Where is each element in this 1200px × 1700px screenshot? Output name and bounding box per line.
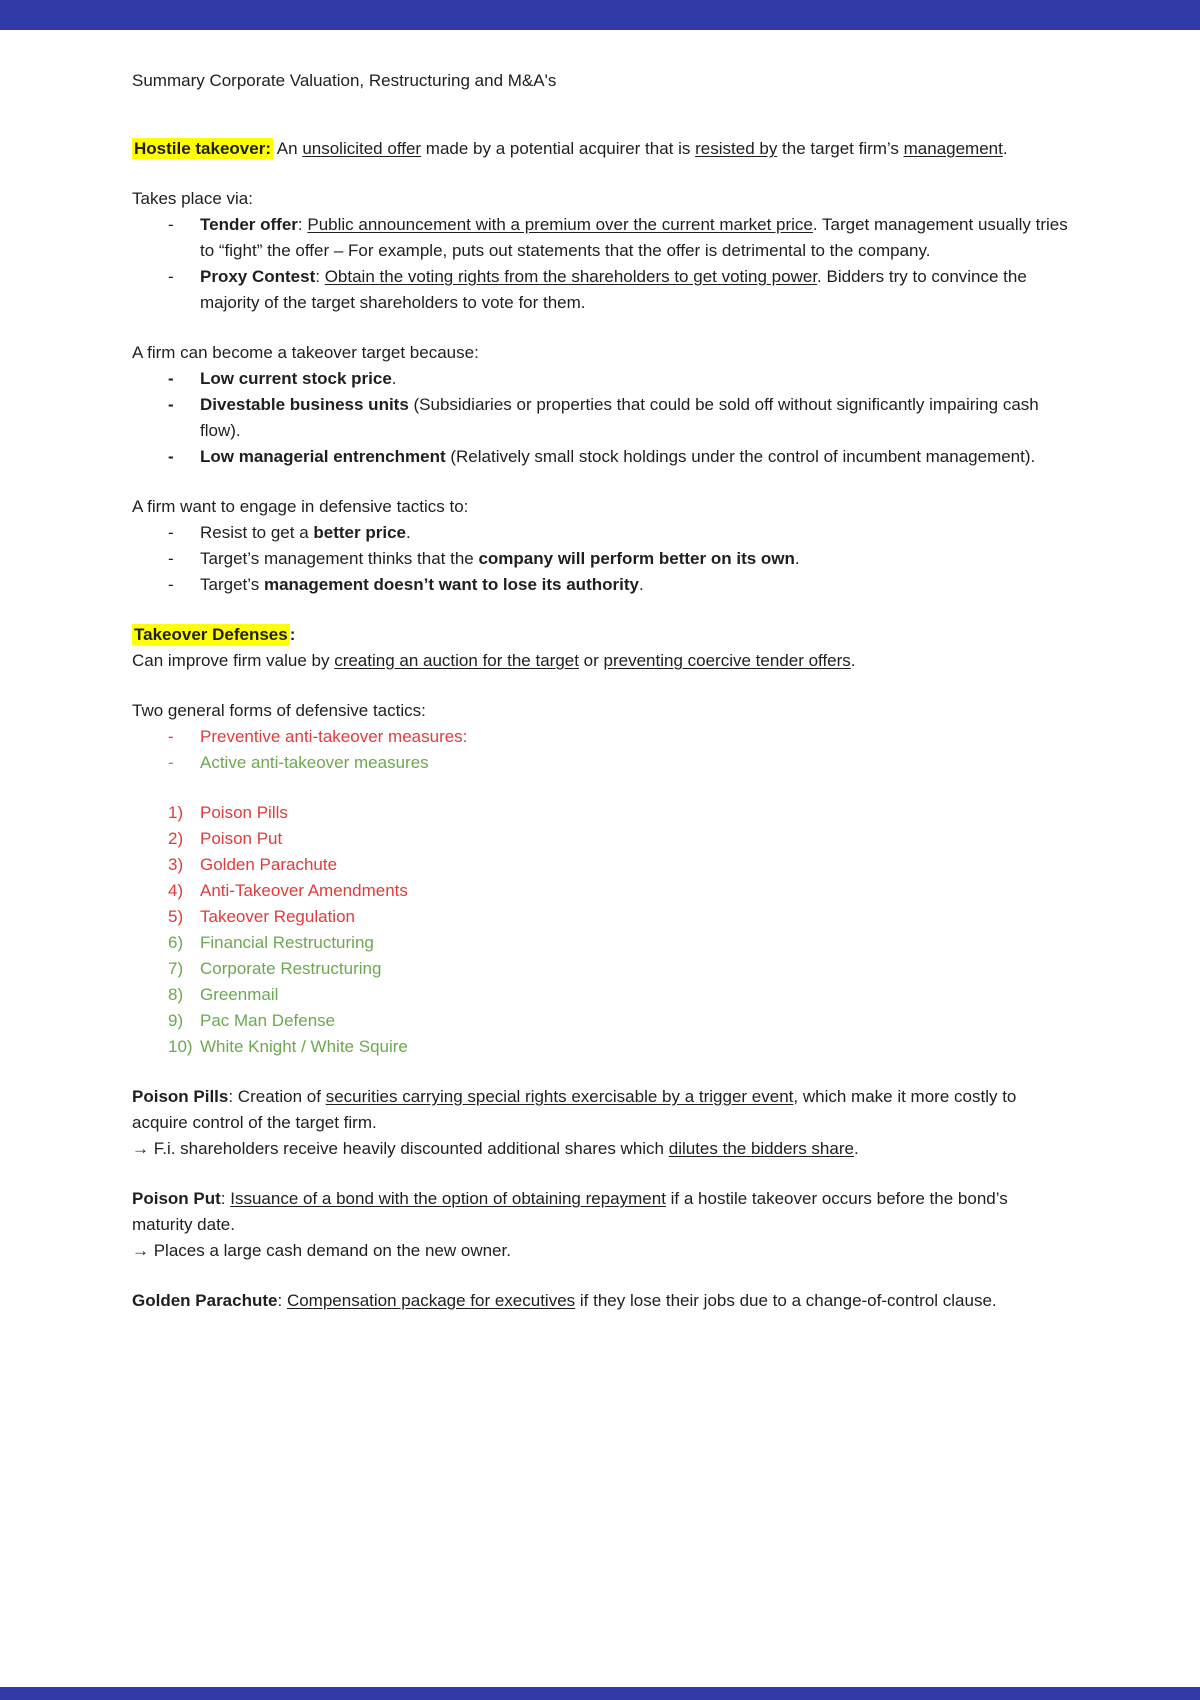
paragraph-poison-put-note: → Places a large cash demand on the new owner. [132,1241,511,1260]
bullet-marker: - [168,215,174,234]
list-item-text [200,212,1068,264]
list-item-tender-offer [132,212,1068,264]
item-number: 7) [168,959,184,978]
item-number: 2) [168,829,184,848]
arrow-note-text: → F.i. shareholders receive heavily discounted additional shares which [132,1139,669,1158]
item-label: Greenmail [200,985,279,1004]
bullet-marker: - [168,575,174,594]
text-run: . [638,575,644,594]
item-label: Pac Man Defense [200,1011,336,1030]
bold-term: Golden Parachute [132,1291,278,1310]
numbered-item-white-knight [132,1034,1068,1060]
underlined-phrase: Public announcement with a premium over the current market price [307,215,813,234]
numbered-item-golden-parachute [132,852,1068,878]
underlined-phrase: preventing coercive tender offers [603,651,851,670]
item-number: 5) [168,907,184,926]
bold-term: management doesn’t want to lose its authority [263,575,639,594]
item-label: Golden Parachute [200,855,338,874]
paragraph-defensive-tactics-why: A firm want to engage in defensive tactics to: [132,497,469,516]
text-run: made by a potential acquirer that is [421,139,696,158]
bold-term: Poison Pills [132,1087,229,1106]
paragraph-poison-pills-note [132,1136,1068,1162]
text-run: (Relatively small stock holdings under the control of incumbent management). [445,447,1036,466]
bullet-marker: - [168,549,174,568]
list-item-low-entrenchment [132,444,1068,470]
numbered-item-poison-pills [132,800,1068,826]
text-run: . [405,523,411,542]
text-run: or [578,651,604,670]
list-item-text [200,572,1068,598]
list-item-low-stock-price [132,366,1068,392]
bold-term: better price [313,523,406,542]
text-run: Resist to get a [200,523,314,542]
list-item-text [200,392,1068,444]
underlined-phrase: dilutes the bidders share [668,1139,854,1158]
text-run: : [315,267,325,286]
text-run: (Subsidiaries or properties that could be sold off without significantly impairing cash flow). [200,395,1039,440]
item-number: 1) [168,803,184,822]
numbered-item-anti-takeover-amendments [132,878,1068,904]
text-run: : [289,625,296,644]
item-label: Financial Restructuring [200,933,374,952]
text-run: if a hostile takeover occurs before the bond’s maturity date. [132,1189,1008,1234]
list-item-active-measures [132,750,1068,776]
item-number: 4) [168,881,184,900]
text-run: An [273,139,303,158]
bold-term: Divestable business units [200,395,409,414]
numbered-item-greenmail [132,982,1068,1008]
paragraph-takeover-target-because: A firm can become a takeover target because: [132,343,479,362]
bullet-marker: - [168,727,174,746]
text-run: : [297,215,308,234]
item-label: Poison Put [200,829,283,848]
numbered-item-financial-restructuring [132,930,1068,956]
text-run: if they lose their jobs due to a change-of-control clause. [575,1291,997,1310]
text-run: Can improve firm value by [132,651,335,670]
bullet-list-target-reasons [132,366,1068,470]
list-item-perform-better [132,546,1068,572]
numbered-list-defenses [132,800,1068,1060]
bold-term: Proxy Contest [200,267,316,286]
bullet-marker: - [168,395,174,414]
highlighted-term: Takeover Defenses [134,625,288,644]
item-number: 10) [168,1037,193,1056]
numbered-item-pac-man-defense [132,1008,1068,1034]
bold-term: Low managerial entrenchment [200,447,446,466]
bullet-marker: - [168,447,174,466]
bold-term: Tender offer [200,215,298,234]
list-item-text: Preventive anti-takeover measures: [200,727,468,746]
numbered-item-poison-put [132,826,1068,852]
underlined-phrase: securities carrying special rights exercisable by a trigger event [325,1087,794,1106]
text-run: , which make it more costly to acquire control of the target firm. [132,1087,1017,1132]
list-item-text [200,366,1068,392]
paragraph-takes-place-via: Takes place via: [132,189,253,208]
bullet-list-defensive-reasons [132,520,1068,598]
text-run: . Bidders try to convince the majority of the target shareholders to vote for them. [200,267,1027,312]
text-run: . [1002,139,1008,158]
numbered-item-takeover-regulation [132,904,1068,930]
paragraph-golden-parachute-definition [132,1288,1068,1314]
list-item-divestable-units [132,392,1068,444]
item-label: Takeover Regulation [200,907,355,926]
text-run: . [794,549,800,568]
item-number: 3) [168,855,184,874]
numbered-item-corporate-restructuring [132,956,1068,982]
text-run: : [220,1189,231,1208]
list-item-proxy-contest [132,264,1068,316]
underlined-phrase: Issuance of a bond with the option of obtaining repayment [230,1189,666,1208]
item-label: Corporate Restructuring [200,959,382,978]
text-run: : [277,1291,287,1310]
text-run: Target’s management thinks that the [200,549,479,568]
paragraph-takeover-defenses-heading [132,622,1068,648]
list-item-text: Active anti-takeover measures [200,753,429,772]
text-run: . Target management usually tries to “fight” the offer – For example, puts out statements that the offer is detrimental to the company. [200,215,1068,260]
bullet-marker: - [168,523,174,542]
list-item-text [200,546,1068,572]
list-item-text [200,264,1068,316]
text-run: . [850,651,856,670]
bold-term: company will perform better on its own [478,549,795,568]
underlined-phrase: creating an auction for the target [334,651,579,670]
underlined-phrase: resisted by [695,139,778,158]
bullet-marker: - [168,369,174,388]
text-run: Target’s [200,575,264,594]
list-item-preventive-measures [132,724,1068,750]
item-number: 9) [168,1011,184,1030]
text-run: . [853,1139,859,1158]
bullet-list-defense-forms [132,724,1068,776]
underlined-phrase: Compensation package for executives [286,1291,576,1310]
underlined-phrase: unsolicited offer [302,139,422,158]
viewer-edge-bottom [0,1687,1200,1700]
paragraph-poison-put-definition [132,1186,1068,1238]
list-item-better-price [132,520,1068,546]
item-number: 6) [168,933,184,952]
paragraph-two-general-forms: Two general forms of defensive tactics: [132,701,426,720]
list-item-lose-authority [132,572,1068,598]
text-run: the target firm’s [777,139,904,158]
item-label: Poison Pills [200,803,288,822]
item-label: Anti-Takeover Amendments [200,881,408,900]
bullet-list-takeover-methods [132,212,1068,316]
paragraph-poison-pills-definition [132,1084,1068,1136]
text-run: : Creation of [228,1087,326,1106]
bullet-marker: - [168,753,174,772]
underlined-phrase: management [903,139,1003,158]
highlighted-term: Hostile takeover: [134,139,271,158]
paragraph-hostile-takeover [132,136,1068,162]
bold-term: Poison Put [132,1189,221,1208]
list-item-text [200,520,1068,546]
text-run: . [391,369,397,388]
underlined-phrase: Obtain the voting rights from the shareholders to get voting power [324,267,818,286]
page-title: Summary Corporate Valuation, Restructuring and M&A's [132,71,557,90]
document-page [0,30,1200,1687]
item-label: White Knight / White Squire [200,1037,408,1056]
paragraph-improve-firm-value [132,648,1068,674]
viewer-edge-top [0,0,1200,30]
bold-term: Low current stock price [200,369,392,388]
item-number: 8) [168,985,184,1004]
list-item-text [200,444,1068,470]
bullet-marker: - [168,267,174,286]
